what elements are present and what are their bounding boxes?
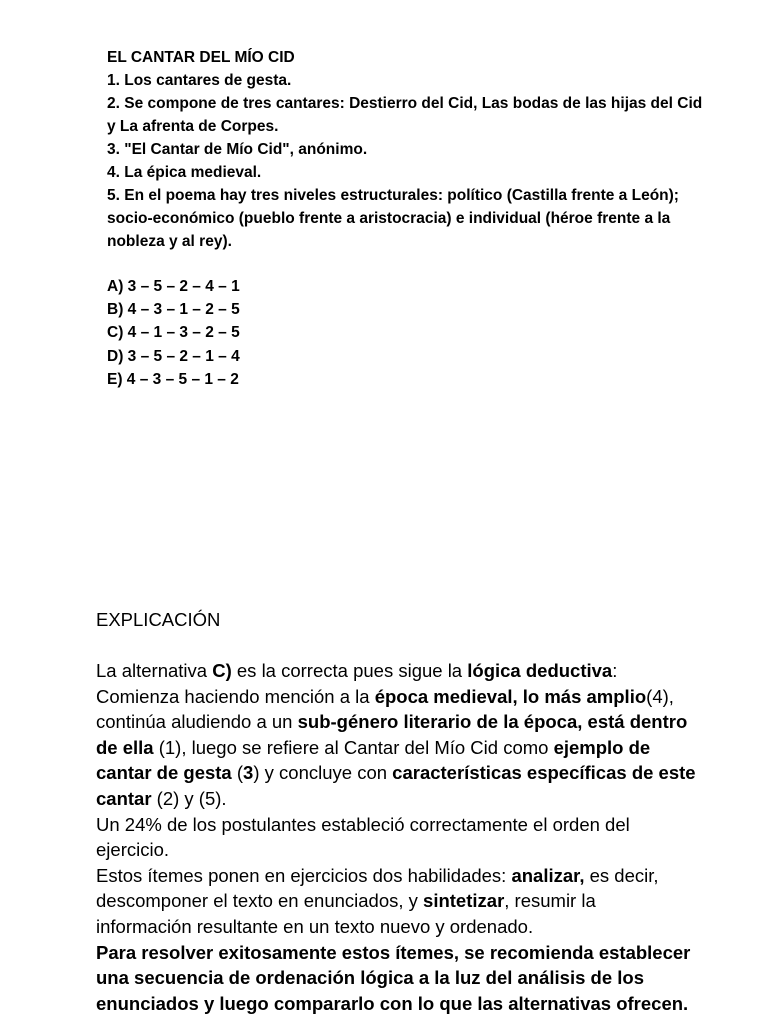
bold-segment: características específicas de este cantar [96, 762, 696, 809]
question-item-1: 1. Los cantares de gesta. [107, 72, 292, 89]
explanation-paragraph-1 [96, 658, 696, 812]
option-e: E) 4 – 3 – 5 – 1 – 2 [107, 370, 239, 388]
option-a: A) 3 – 5 – 2 – 4 – 1 [107, 278, 240, 295]
explanation-paragraph-2: Un 24% de los postulantes estableció correctamente el orden del ejercicio. [96, 813, 630, 861]
bold-segment: lógica deductiva [467, 660, 613, 681]
question-item-3: 3. "El Cantar de Mío Cid", anónimo. [107, 141, 368, 158]
explanation-paragraph-3 [96, 863, 696, 940]
text-segment: , resumir la información resultante en un texto nuevo y ordenado. [96, 890, 596, 937]
bold-segment: sub-género literario de la época, está dentro de ella [96, 711, 688, 758]
question-item-2: 2. Se compone de tres cantares: Destierro del Cid, Las bodas de las hijas del Cid y La afrenta de Corpes. [107, 95, 703, 135]
text-segment: ( [231, 762, 244, 784]
bold-segment: época medieval, lo más amplio [374, 685, 647, 707]
option-d: D) 3 – 5 – 2 – 1 – 4 [107, 347, 240, 365]
bold-segment: ejemplo de cantar de gesta [96, 736, 651, 784]
explanation-body [96, 658, 696, 1016]
text-segment: (1), luego se refiere al Cantar del Mío Cid como [153, 736, 554, 758]
question-item-5: 5. En el poema hay tres niveles estructurales: político (Castilla frente a León); socio-económico (pueblo frente a aristocracia) e individual (héroe frente a la nobleza y al rey). [107, 187, 679, 250]
text-segment: Estos ítemes ponen en ejercicios dos habilidades: [96, 864, 512, 886]
question-item-4: 4. La épica medieval. [107, 164, 262, 181]
option-b: B) 4 – 3 – 1 – 2 – 5 [107, 301, 240, 319]
option-c: C) 4 – 1 – 3 – 2 – 5 [107, 324, 240, 342]
text-segment: ) y concluye con [253, 762, 393, 784]
explanation-heading: EXPLICACIÓN [96, 609, 221, 630]
question-title: EL CANTAR DEL MÍO CID [107, 49, 295, 66]
answer-options [107, 275, 407, 391]
text-segment: (4), continúa aludiendo a un [96, 685, 674, 733]
bold-segment: sintetizar [423, 890, 505, 912]
text-segment: es decir, descomponer el texto en enunciados, y [96, 864, 659, 912]
question-block [107, 46, 707, 253]
text-segment: La alternativa [96, 660, 213, 681]
text-segment: : Comienza haciendo mención a la [96, 660, 618, 707]
text-segment: es la correcta pues sigue la [231, 660, 468, 681]
explanation-paragraph-4: Para resolver exitosamente estos ítemes, se recomienda establecer una secuencia de ordenación lógica a la luz del análisis de los enunciados y luego compararlo con lo que las alternativas ofrecen. [96, 941, 691, 1014]
bold-segment: analizar, [511, 864, 585, 886]
bold-segment: 3 [243, 762, 254, 784]
bold-segment: C) [212, 660, 232, 681]
text-segment: (2) y (5). [151, 787, 227, 809]
